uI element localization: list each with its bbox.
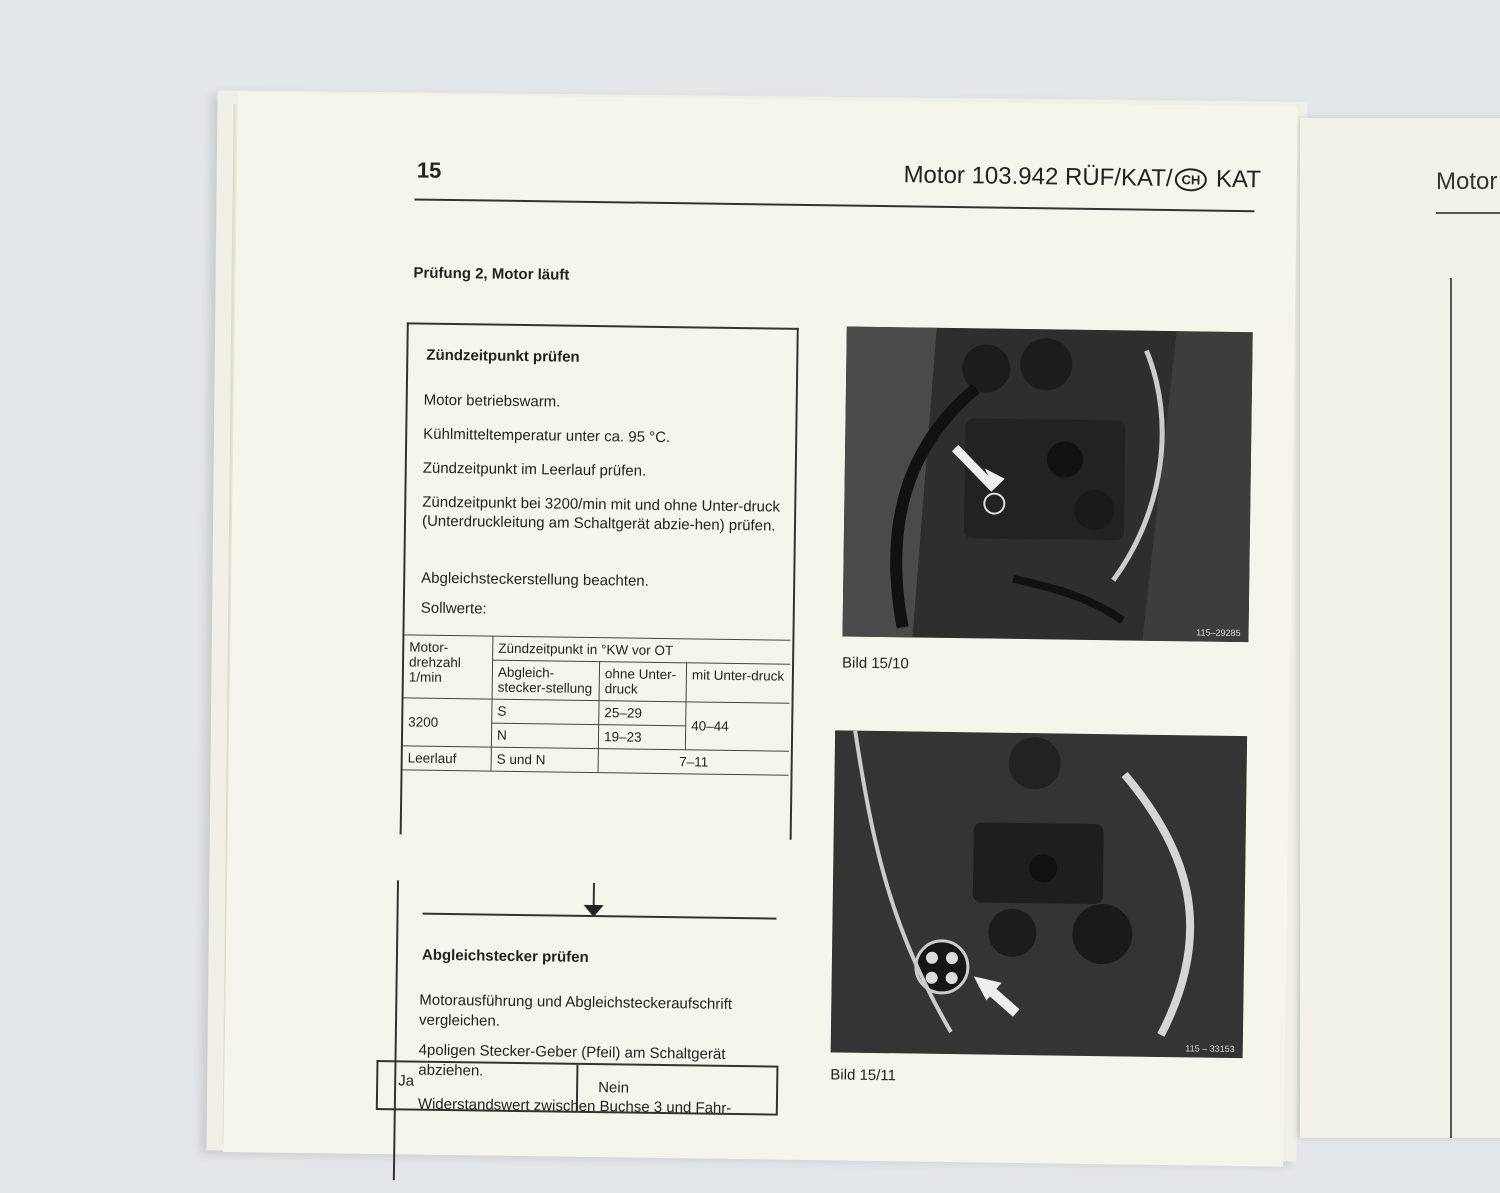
photo-code: 115–29285 <box>1196 627 1241 639</box>
cell-plug: S und N <box>491 747 598 772</box>
table-row <box>403 746 789 775</box>
cell-without: 25–29 <box>599 701 686 726</box>
page-header-title <box>903 161 1261 194</box>
cell-rpm: 3200 <box>403 698 492 747</box>
facing-page-box-edge <box>1450 278 1452 1138</box>
header-rpm: Motor-drehzahl 1/min <box>404 635 493 699</box>
header-rule <box>415 198 1255 212</box>
cell-plug: N <box>491 723 598 748</box>
page-number: 15 <box>416 157 442 183</box>
instruction-line: Motor betriebswarm. <box>423 391 561 411</box>
figure-caption: Bild 15/10 <box>841 654 909 673</box>
figure-caption: Bild 15/11 <box>830 1066 897 1085</box>
manual-page <box>223 92 1298 1167</box>
header-plug: Abgleich-stecker-stellung <box>492 660 600 700</box>
box-heading: Zündzeitpunkt prüfen <box>426 346 580 366</box>
cell-without: 19–23 <box>598 725 685 750</box>
ch-country-badge: CH <box>1174 168 1207 191</box>
photo-code: 115 – 33153 <box>1185 1043 1235 1055</box>
table-row <box>403 698 789 727</box>
cell-combined: 7–11 <box>598 749 789 776</box>
choice-no: Nein <box>598 1079 630 1097</box>
engine-photo-2 <box>831 730 1247 1058</box>
header-with-vacuum: mit Unter-druck <box>686 663 790 703</box>
engine-photo-2-image <box>831 730 1247 1058</box>
section-title: Prüfung 2, Motor läuft <box>413 264 570 284</box>
facing-page-rule <box>1436 212 1500 214</box>
engine-photo-1 <box>842 327 1252 643</box>
instruction-line: Sollwerte: <box>420 599 487 618</box>
flow-arrow-stem <box>593 883 595 907</box>
box2-heading: Abgleichstecker prüfen <box>421 946 589 966</box>
flow-line <box>393 880 399 1180</box>
header-title-suffix: KAT <box>1215 165 1262 194</box>
header-title-prefix: Motor 103.942 RÜF/KAT/ <box>903 161 1173 193</box>
choice-yes: Ja <box>398 1072 415 1090</box>
cell-with: 40–44 <box>685 702 789 751</box>
instruction-line: 4poligen Stecker-Geber (Pfeil) am Schaltgerät abziehen. <box>418 1041 726 1080</box>
table-row <box>404 635 790 664</box>
instruction-line: Kühlmitteltemperatur unter ca. 95 °C. <box>423 425 671 447</box>
instruction-line: Abgleichsteckerstellung beachten. <box>421 569 649 590</box>
cell-rpm: Leerlauf <box>403 746 492 771</box>
cell-plug: S <box>492 699 599 724</box>
header-timing: Zündzeitpunkt in °KW vor OT <box>493 636 791 664</box>
header-without-vacuum: ohne Unter-druck <box>599 662 687 702</box>
facing-page-title: Motor <box>1436 168 1498 195</box>
engine-photo-1-image <box>842 327 1252 643</box>
instruction-line: Widerstandswert zwischen Buchse 3 und Fahr- <box>417 1095 732 1117</box>
spec-table <box>403 634 791 775</box>
instruction-line: Zündzeitpunkt bei 3200/min mit und ohne Unter-druck (Unterdruckleitung am Schaltgerät abzie-hen) prüfen. <box>421 493 781 535</box>
instruction-line: Zündzeitpunkt im Leerlauf prüfen. <box>422 459 647 480</box>
facing-page <box>1300 118 1500 1138</box>
instruction-line: Motorausführung und Abgleichsteckeraufschrift vergleichen. <box>418 991 733 1030</box>
